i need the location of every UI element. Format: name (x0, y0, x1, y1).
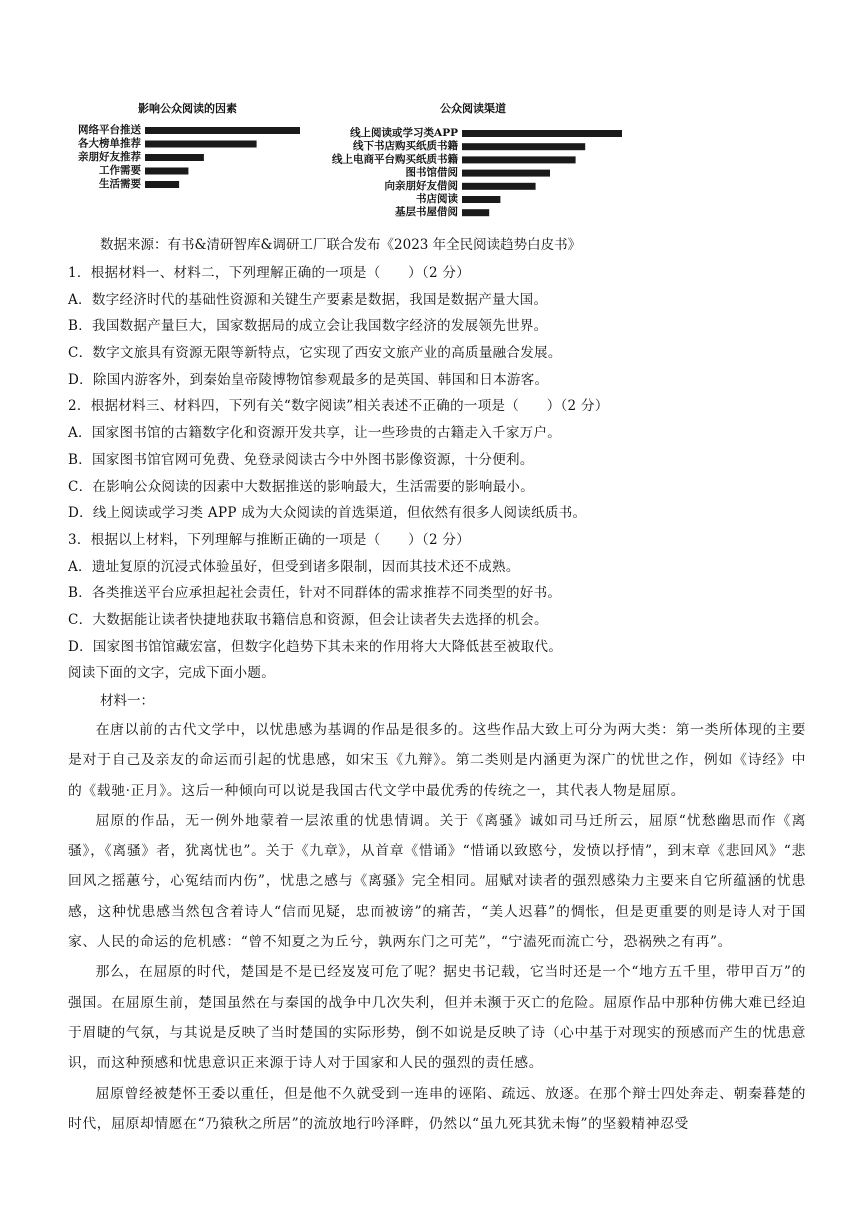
category-label: 线上电商平台购买纸质书籍 (332, 153, 458, 166)
chart-reading-factors (68, 100, 318, 225)
chart-title: 影响公众阅读的因素 (138, 102, 237, 115)
category-label: 线上阅读或学习类APP (350, 127, 458, 139)
category-label: 亲朋好友推荐 (78, 151, 141, 163)
category-label: 基层书屋借阅 (395, 206, 458, 219)
category-label: 工作需要 (99, 164, 141, 177)
question-1-option-a: A．数字经济时代的基础性资源和关键生产要素是数据，我国是数据产量大国。 (68, 291, 548, 308)
question-1-option-b: B．我国数据产量巨大，国家数据局的成立会让我国数字经济的发展领先世界。 (68, 318, 548, 335)
bar (145, 154, 204, 161)
question-2-option-c: C．在影响公众阅读的因素中大数据推送的影响最大，生活需要的影响最小。 (68, 478, 535, 495)
question-1-option-d: D．除国内游客外，到秦始皇帝陵博物馆参观最多的是英国、韩国和日本游客。 (68, 371, 549, 388)
chart-reading-channels (320, 100, 640, 225)
material-heading: 材料一： (100, 693, 154, 709)
question-2-option-a: A．国家图书馆的古籍数字化和资源开发共享，让一些珍贵的古籍走入千家万户。 (68, 425, 562, 442)
bar (145, 127, 300, 134)
bar (462, 130, 622, 137)
question-2-stem: 2．根据材料三、材料四，下列有关“数字阅读”相关表述不正确的一项是（ ）（2 分） (68, 398, 609, 415)
question-3-stem: 3．根据以上材料，下列理解与推断正确的一项是（ ）（2 分） (68, 531, 471, 548)
category-label: 图书馆借阅 (405, 166, 458, 179)
question-1-stem: 1．根据材料一、材料二，下列理解正确的一项是（ ）（2 分） (68, 265, 471, 281)
data-source-note: 数据来源：有书&清研智库&调研工厂联合发布《2023 年全民阅读趋势白皮书》 (100, 237, 582, 253)
bar (462, 183, 536, 190)
category-label: 向亲朋好友借阅 (384, 179, 458, 192)
question-3-option-b: B．各类推送平台应承担起社会责任，针对不同群体的需求推荐不同类型的好书。 (68, 585, 562, 602)
passage-paragraph-2: 屈原的作品，无一例外地蒙着一层浓重的忧患情调。关于《离骚》诚如司马迁所云，屈原“忧愁幽思而作《离骚》，《离骚》者，犹离忧也”。关于《九章》，从首章《惜诵》“惜诵以致愍兮，发愤以抒情”，到末章《悲回风》“悲回风之摇蕙兮，心冤结而内伤”，忧患之感与《离骚》完全相同。屈赋对读者的强烈感染力主要来自它所蕴涵的忧患感，这种忧患感当然包含着诗人“信而见疑，忠而被谤”的痛苦，“美人迟暮”的惆怅，但是更重要的则是诗人对于国家、人民的命运的危机感：“曾不知夏之为丘兮，孰两东门之可芜”，“宁溘死而流亡兮，恐祸殃之有再”。 (68, 812, 806, 951)
chart-title: 公众阅读渠道 (440, 102, 506, 115)
question-3-option-c: C．大数据能让读者快捷地获取书籍信息和资源，但会让读者失去选择的机会。 (68, 611, 548, 628)
category-label: 线下书店购买纸质书籍 (353, 140, 458, 153)
passage-paragraph-3: 那么，在屈原的时代，楚国是不是已经岌岌可危了呢？据史书记载，它当时还是一个“地方五千里，带甲百万”的强国。在屈原生前，楚国虽然在与秦国的战争中几次失利，但并未濒于灭亡的危险。屈原作品中那种仿佛大难已经迫于眉睫的气氛，与其说是反映了当时楚国的实际形势，倒不如说是反映了诗（心中基于对现实的预感而产生的忧患意识，而这种预感和忧患意识正来源于诗人对于国家和人民的强烈的责任感。 (68, 964, 806, 1072)
bar (145, 181, 179, 188)
bar (145, 141, 257, 148)
question-block (68, 260, 808, 687)
bar (145, 168, 188, 175)
charts-area (68, 100, 648, 225)
question-1-option-c: C．数字文旅具有资源无限等新特点，它实现了西安文旅产业的高质量融合发展。 (68, 345, 562, 362)
bar (462, 143, 585, 150)
question-3-option-a: A．遗址复原的沉浸式体验虽好，但受到诸多限制，因而其技术还不成熟。 (68, 558, 520, 575)
reading-passage (68, 687, 806, 1139)
reading-instruction: 阅读下面的文字，完成下面小题。 (68, 665, 275, 682)
category-label: 生活需要 (99, 178, 141, 190)
category-label: 书店阅读 (416, 193, 458, 205)
category-label: 各大榜单推荐 (78, 137, 141, 150)
category-label: 网络平台推送 (78, 124, 141, 136)
passage-paragraph-1: 在唐以前的古代文学中，以忧患感为基调的作品是很多的。这些作品大致上可分为两大类：第一类所体现的主要是对于自己及亲友的命运而引起的忧患感，如宋玉《九辩》。第二类则是内涵更为深广的忧世之作，例如《诗经》中的《载驰·正月》。这后一种倾向可以说是我国古代文学中最优秀的传统之一，其代表人物是屈原。 (68, 722, 806, 799)
bar (462, 170, 550, 177)
bar (462, 156, 576, 163)
bar (462, 196, 500, 203)
passage-paragraph-4: 屈原曾经被楚怀王委以重任，但是他不久就受到一连串的诬陷、疏远、放逐。在那个辩士四处奔走、朝秦暮楚的时代，屈原却情愿在“乃猿秋之所居”的流放地行吟泽畔，仍然以“虽九死其犹未悔”的坚毅精神忍受 (68, 1085, 806, 1132)
question-2-option-b: B．国家图书馆官网可免费、免登录阅读古今中外图书影像资源，十分便利。 (68, 451, 534, 468)
question-2-option-d: D．线上阅读或学习类 APP 成为大众阅读的首选渠道，但依然有很多人阅读纸质书。 (68, 505, 587, 522)
bar (462, 209, 489, 216)
question-3-option-d: D．国家图书馆馆藏宏富，但数字化趋势下其未来的作用将大大降低甚至被取代。 (68, 638, 563, 655)
